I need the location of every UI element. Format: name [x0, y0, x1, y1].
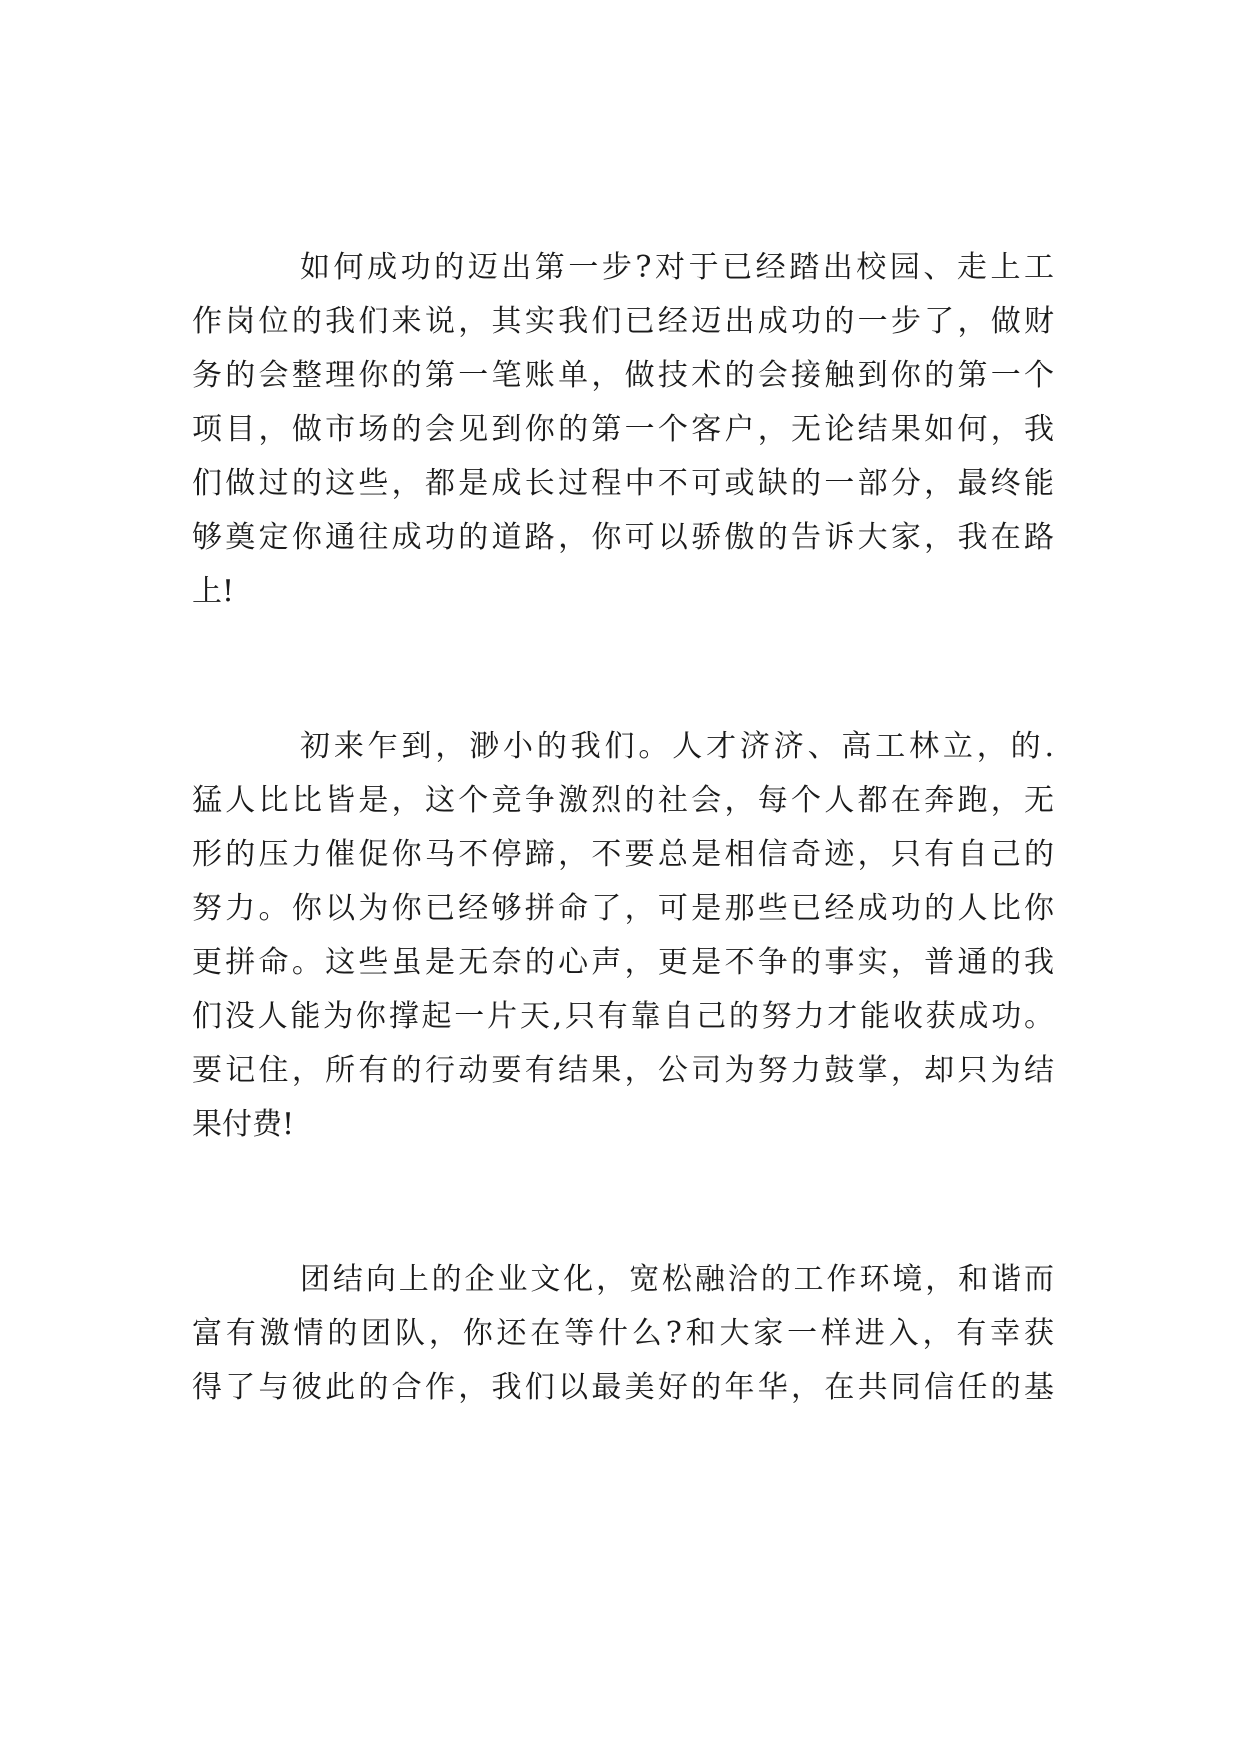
paragraph-line: 得了与彼此的合作，我们以最美好的年华，在共同信任的基	[192, 1370, 1054, 1405]
paragraph-line: 形的压力催促你马不停蹄，不要总是相信奇迹，只有自己的	[192, 837, 1054, 872]
paragraph-line: 够奠定你通往成功的道路，你可以骄傲的告诉大家，我在路	[192, 520, 1054, 555]
paragraph-line: 们做过的这些，都是成长过程中不可或缺的一部分，最终能	[192, 466, 1054, 501]
paragraph-line: 上!	[192, 574, 235, 609]
paragraph-line: 猛人比比皆是，这个竞争激烈的社会，每个人都在奔跑，无	[192, 783, 1054, 818]
paragraph-line: 如何成功的迈出第一步?对于已经踏出校园、走上工	[300, 250, 1054, 285]
paragraph-line: 果付费!	[192, 1107, 295, 1142]
paragraph-line: 富有激情的团队，你还在等什么?和大家一样进入，有幸获	[192, 1316, 1054, 1351]
paragraph-line: 初来乍到，渺小的我们。人才济济、高工林立，的.	[300, 729, 1054, 764]
paragraph-line: 更拼命。这些虽是无奈的心声，更是不争的事实，普通的我	[192, 945, 1054, 980]
paragraph-line: 努力。你以为你已经够拼命了，可是那些已经成功的人比你	[192, 891, 1054, 926]
paragraph-line: 团结向上的企业文化，宽松融洽的工作环境，和谐而	[300, 1262, 1054, 1297]
paragraph-line: 项目，做市场的会见到你的第一个客户，无论结果如何，我	[192, 412, 1054, 447]
paragraph-line: 要记住，所有的行动要有结果，公司为努力鼓掌，却只为结	[192, 1053, 1054, 1088]
paragraph-line: 务的会整理你的第一笔账单，做技术的会接触到你的第一个	[192, 358, 1054, 393]
paragraph-line: 作岗位的我们来说，其实我们已经迈出成功的一步了，做财	[192, 304, 1054, 339]
paragraph-line: 们没人能为你撑起一片天,只有靠自己的努力才能收获成功。	[192, 999, 1054, 1034]
